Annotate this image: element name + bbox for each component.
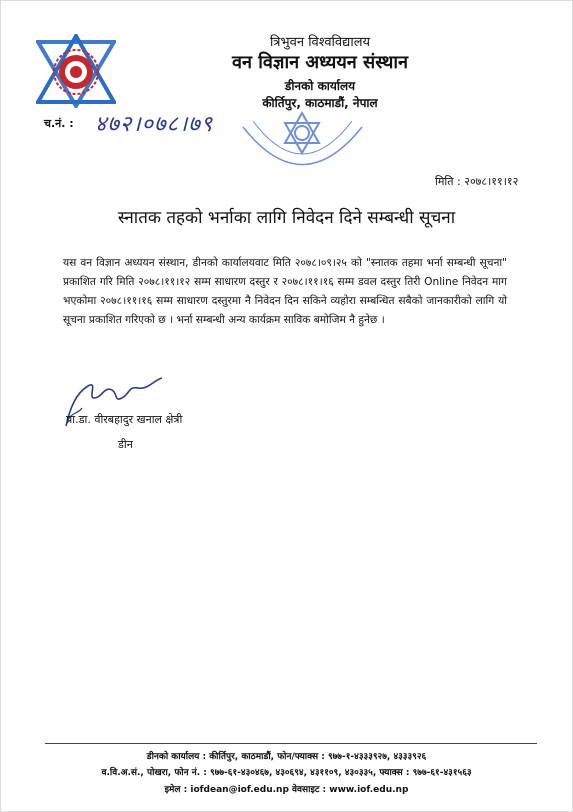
notice-title: स्नातक तहको भर्नाका लागि निवेदन दिने सम्बन्धी सूचना bbox=[117, 208, 456, 228]
university-name: त्रिभुवन विश्वविद्यालय bbox=[269, 35, 371, 50]
footer-divider bbox=[45, 743, 537, 744]
office-name: डीनको कार्यालय bbox=[284, 79, 356, 93]
reference-label: च.नं. : bbox=[44, 117, 74, 130]
signatory-name: प्रा.डा. वीरबहादुर खनाल क्षेत्री bbox=[66, 413, 183, 426]
notice-date: मिति : २०७८।११।१२ bbox=[435, 175, 519, 188]
footer-line-1: डीनको कार्यालय : कीर्तिपुर, काठमाडौं, फोन/फ्याक्स : ९७७-१-४३३३९२७, ४३३३९२६ bbox=[146, 752, 427, 762]
notice-body: यस वन विज्ञान अध्ययन संस्थान, डीनको कार्यालयवाट मिति २०७८।०९।२५ को "स्नातक तहमा भर्ना सम्बन्धी सूचना" प्रकाशित गरि मिति २०७८।११।१२ सम्म साधारण दस्तुर र २०७८।११।१६ सम्म डवल दस्तुर तिरी Online निवेदन माग भएकोमा २०७८।११।१६ सम्म साधारण दस्तुरमा नै निवेदन दिन सकिने व्यहोरा सम्बन्धित सबैको जानकारीको लागि यो सूचना प्रकाशित गरिएको छ । भर्ना सम्बन्धी अन्य कार्यक्रम साविक बमोजिम नै हुनेछ । bbox=[63, 257, 507, 326]
footer-line-2: व.वि.अ.सं., पोखरा, फोन नं. : ९७७-६१-४३०४६७, ४३०६९४, ४३११०९, ४३०३३५, फ्याक्स : ९७७-६१-४३१५६३ bbox=[101, 768, 472, 778]
office-stamp-icon bbox=[235, 107, 370, 187]
reference-number: ४७२।०७८।७९ bbox=[95, 112, 214, 137]
institute-name: वन विज्ञान अध्ययन संस्थान bbox=[231, 52, 408, 73]
signatory-role: डीन bbox=[118, 438, 133, 451]
university-emblem-icon bbox=[36, 34, 116, 108]
office-address: कीर्तिपुर, काठमाडौं, नेपाल bbox=[262, 96, 378, 110]
footer-line-3: इमेल : iofdean@iof.edu.np वेवसाइट : www.iof.edu.np bbox=[164, 785, 409, 795]
